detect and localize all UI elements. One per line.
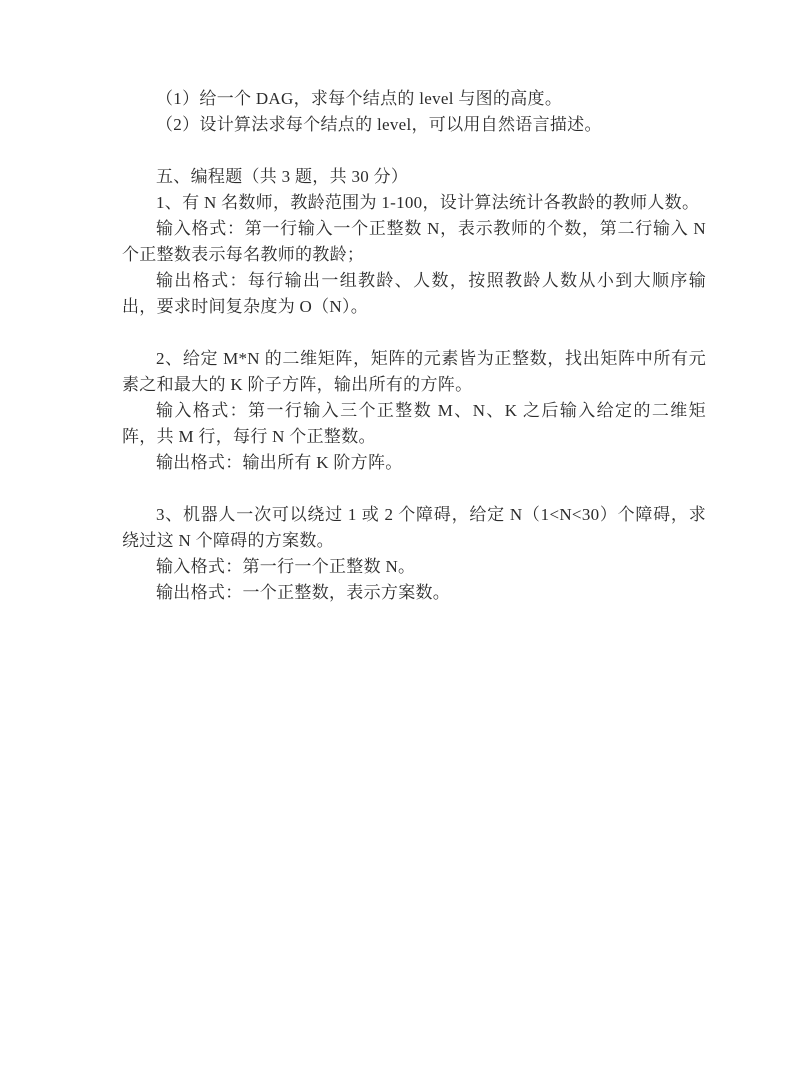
document-content: [122, 86, 706, 606]
intro-line-1: （1）给一个 DAG，求每个结点的 level 与图的高度。: [156, 89, 563, 108]
problem-2-output-format: 输出格式：输出所有 K 阶方阵。: [156, 453, 403, 472]
intro-line-2: （2）设计算法求每个结点的 level，可以用自然语言描述。: [156, 115, 602, 134]
section-heading: 五、编程题（共 3 题，共 30 分）: [156, 167, 409, 186]
problem-1-output-format: 输出格式：每行输出一组教龄、人数，按照教龄人数从小到大顺序输出，要求时间复杂度为 O（N）。: [122, 271, 706, 316]
problem-2-input-format: 输入格式：第一行输入三个正整数 M、N、K 之后输入给定的二维矩阵，共 M 行，每行 N 个正整数。: [122, 401, 706, 446]
problem-3-statement: 3、机器人一次可以绕过 1 或 2 个障碍，给定 N（1<N<30）个障碍，求绕过这 N 个障碍的方案数。: [122, 505, 706, 550]
problem-2-statement: 2、给定 M*N 的二维矩阵，矩阵的元素皆为正整数，找出矩阵中所有元素之和最大的 K 阶子方阵，输出所有的方阵。: [122, 349, 706, 394]
problem-1-input-format: 输入格式：第一行输入一个正整数 N，表示教师的个数，第二行输入 N 个正整数表示每名教师的教龄；: [122, 219, 706, 264]
problem-3-input-format: 输入格式：第一行一个正整数 N。: [156, 557, 416, 576]
problem-1-statement: 1、有 N 名数师，教龄范围为 1-100，设计算法统计各教龄的教师人数。: [156, 193, 700, 212]
problem-3-output-format: 输出格式：一个正整数，表示方案数。: [156, 583, 451, 602]
